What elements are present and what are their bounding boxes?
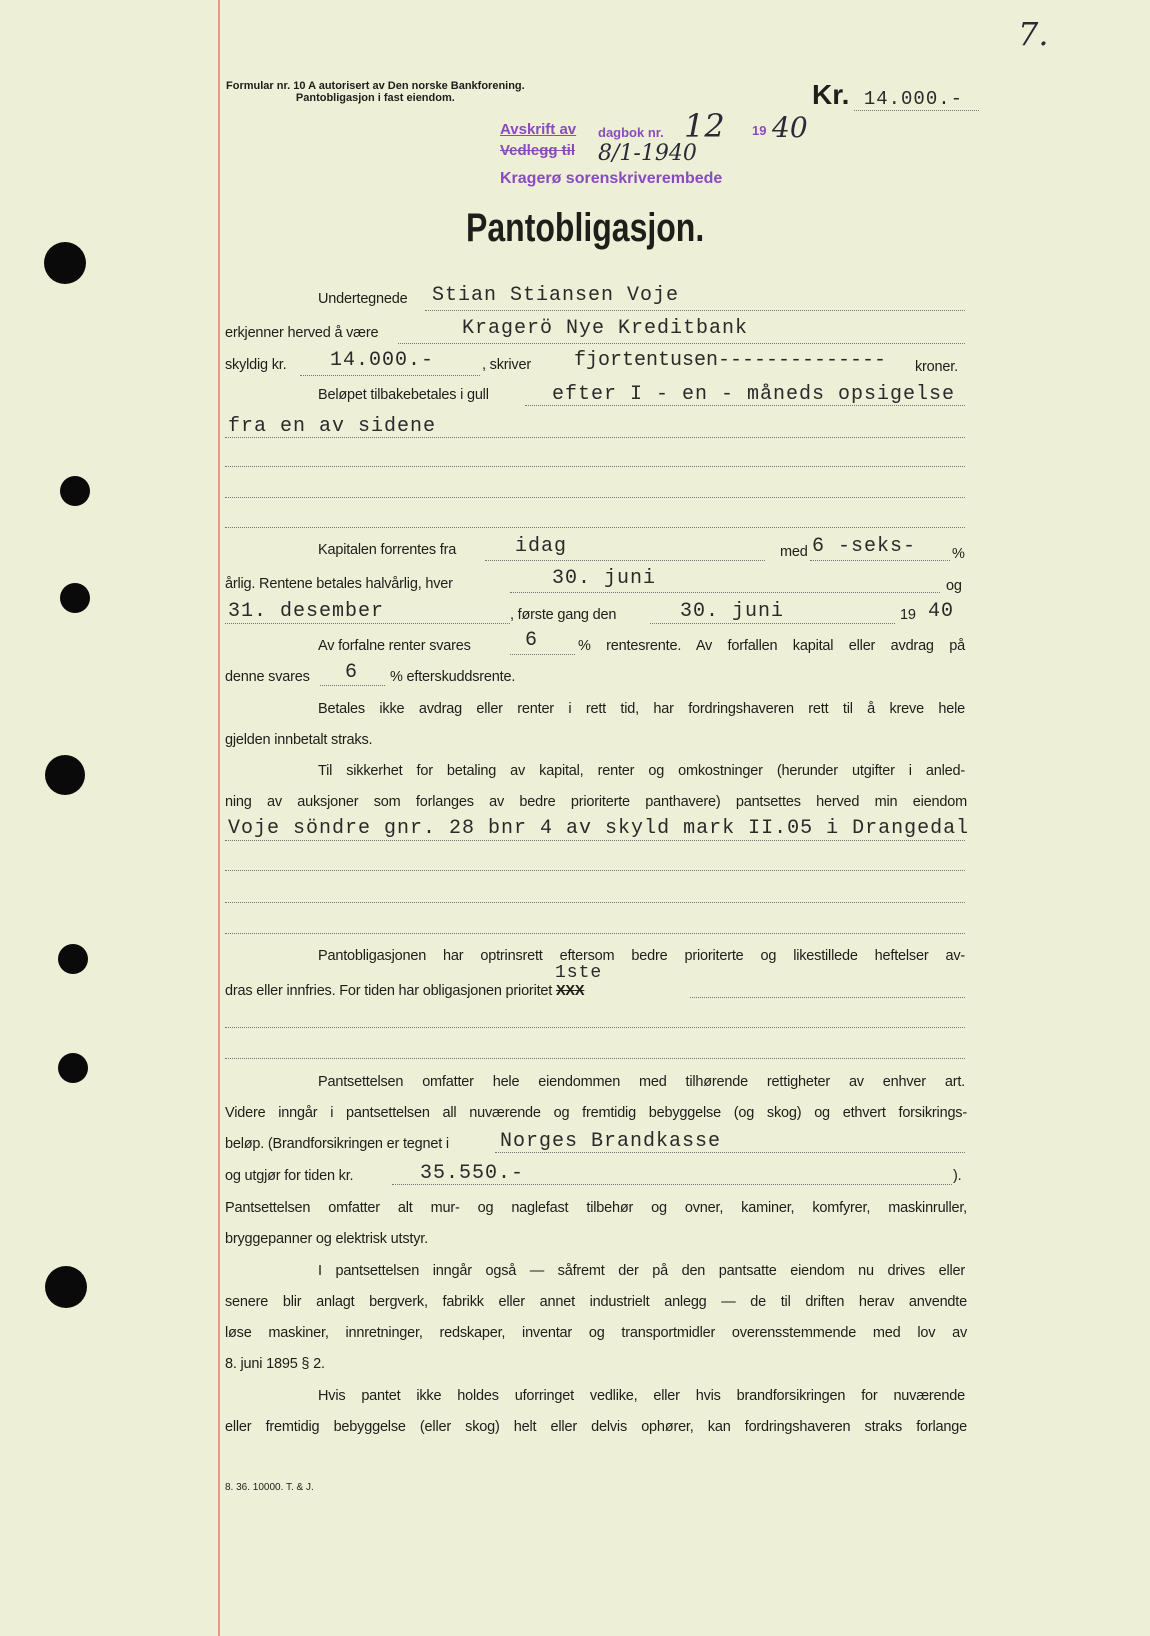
industri-line-4: 8. juni 1895 § 2. (225, 1356, 325, 1372)
renter-rest: % rentesrente. Av forfallen kapital eller avdrag på (578, 638, 965, 654)
repayment-terms-1[interactable]: efter I - en - måneds opsigelse (552, 383, 956, 406)
denne-rest: % efterskuddsrente. (390, 669, 516, 685)
tilbehor-line-2: bryggepanner og elektrisk utstyr. (225, 1231, 428, 1247)
insured-amount[interactable]: 35.550.- (420, 1162, 525, 1185)
dotted-line (225, 1027, 965, 1028)
margin-line (218, 0, 220, 1636)
interest-rate[interactable]: 6 -seks- (812, 535, 917, 558)
kr-label: Kr. (812, 79, 850, 110)
creditor-name[interactable]: Kragerö Nye Kreditbank (462, 317, 749, 340)
dotted-line (300, 375, 480, 376)
dotted-line (225, 497, 965, 498)
renter-label: Av forfalne renter svares (318, 638, 471, 654)
dotted-line (510, 654, 575, 655)
punch-hole (45, 755, 85, 795)
skyldig-label: skyldig kr. (225, 357, 287, 373)
priority-typed[interactable]: 1ste (555, 963, 603, 983)
form-header (226, 80, 525, 104)
dotted-line (485, 560, 765, 561)
footer-print-code: 8. 36. 10000. T. & J. (225, 1482, 314, 1493)
vedlike-line-2: eller fremtidig bebyggelse (eller skog) helt eller delvis ophører, kan fordringshaveren straks forlange (225, 1419, 967, 1435)
dotted-line (810, 560, 950, 561)
punch-hole (58, 1053, 88, 1083)
forrentes-label: Kapitalen forrentes fra (318, 542, 457, 558)
industri-line-3: løse maskiner, innretninger, redskaper, inventar og transportmidler overensstemmende med lov av (225, 1325, 967, 1341)
optrinsrett-line-1: Pantobligasjonen har optrinsrett eftersom bedre prioriterte og likestillede heftelser av- (318, 948, 965, 964)
late-interest-rate[interactable]: 6 (345, 661, 359, 684)
omfatter-line-2: Videre inngår i pantsettelsen all nuværende og fremtidig bebyggelse (og skog) og ethvert forsikrings- (225, 1105, 967, 1121)
betales-line-1: Betales ikke avdrag eller renter i rett tid, har fordringshaveren rett til å kreve hele (318, 701, 965, 717)
closing-paren: ). (953, 1168, 962, 1184)
sikkerhet-line-1: Til sikkerhet for betaling av kapital, renter og omkostninger (herunder utgifter i anled- (318, 763, 965, 779)
kroner-label: kroner. (915, 359, 958, 375)
dagbok-number: 12 (684, 107, 725, 145)
dotted-line (225, 1058, 965, 1059)
dotted-line (225, 870, 965, 871)
overdue-interest-rate[interactable]: 6 (525, 629, 539, 652)
year-prefix: 19 (900, 607, 916, 623)
stamp-dagbok: dagbok nr. (598, 125, 664, 140)
stamp-date: 8/1-1940 (598, 141, 697, 166)
debt-amount[interactable]: 14.000.- (330, 349, 435, 372)
interest-from[interactable]: idag (515, 535, 568, 558)
percent-sign: % (952, 546, 965, 562)
undertegnede-label: Undertegnede (318, 291, 408, 307)
repayment-terms-2[interactable]: fra en av sidene (228, 415, 437, 438)
optrinsrett-line-2: dras eller innfries. For tiden har obligasjonen prioritet (225, 983, 553, 999)
punch-hole (44, 242, 86, 284)
industri-line-1: I pantsettelsen inngår også — såfremt der på den pantsatte eiendom nu drives eller (318, 1263, 965, 1279)
tilbehor-line-1: Pantsettelsen omfatter alt mur- og naglefast tilbehør og ovner, kaminer, komfyrer, maskinruller, (225, 1200, 967, 1216)
dotted-line (225, 527, 965, 528)
dotted-line (320, 685, 385, 686)
stamp-year-prefix: 19 (752, 123, 767, 138)
stamp-avskrift: Avskrift av (500, 121, 577, 138)
skriver-label: , skriver (482, 357, 531, 373)
interest-date-2[interactable]: 31. desember (228, 600, 385, 623)
vedlike-line-1: Hvis pantet ikke holdes uforringet vedlike, eller hvis brandforsikringen for nuværende (318, 1388, 965, 1404)
form-header-line2: Pantobligasjon i fast eiendom. (295, 92, 455, 104)
dotted-line (510, 592, 940, 593)
amount-header-value: 14.000.- (854, 89, 979, 111)
sikkerhet-line-2: ning av auksjoner som forlanges av bedre prioriterte panthavere) pantsettes herved min eiendom (225, 794, 967, 810)
dotted-line (425, 310, 965, 311)
punch-hole (45, 1266, 87, 1308)
amount-header (812, 80, 979, 111)
dotted-line (398, 343, 965, 344)
first-payment-date[interactable]: 30. juni (680, 600, 785, 623)
denne-label: denne svares (225, 669, 310, 685)
gull-label: Beløpet tilbakebetales i gull (318, 387, 489, 403)
dotted-line (690, 997, 965, 998)
dotted-line (225, 466, 965, 467)
form-header-line1: Formular nr. 10 A autorisert av Den norske Bankforening. (226, 80, 525, 92)
amount-in-words[interactable]: fjortentusen-------------- (574, 349, 887, 372)
punch-hole (60, 583, 90, 613)
stamp-vedlegg: Vedlegg til (500, 142, 576, 159)
insurer[interactable]: Norges Brandkasse (500, 1130, 722, 1153)
omfatter-line-1: Pantsettelsen omfatter hele eiendommen med tilhørende rettigheter av enhver art. (318, 1074, 965, 1090)
punch-hole (60, 476, 90, 506)
industri-line-2: senere blir anlagt bergverk, fabrikk eller annet industrielt anlegg — de til driften herav anvendte (225, 1294, 967, 1310)
og-label: og (946, 578, 962, 594)
omfatter-line-3: beløp. (Brandforsikringen er tegnet i (225, 1136, 449, 1152)
forste-gang-label: , første gang den (510, 607, 617, 623)
hver-label: årlig. Rentene betales halvårlig, hver (225, 576, 453, 592)
dotted-line (225, 623, 510, 624)
stamp-office: Kragerø sorenskriverembede (500, 170, 723, 187)
page-number: 7. (1018, 15, 1049, 53)
med-label: med (780, 544, 808, 560)
betales-line-2: gjelden innbetalt straks. (225, 732, 373, 748)
dotted-line (650, 623, 895, 624)
optrinsrett-line-2-row (225, 983, 584, 999)
interest-date-1[interactable]: 30. juni (552, 567, 657, 590)
dotted-line (225, 902, 965, 903)
property-description[interactable]: Voje söndre gnr. 28 bnr 4 av skyld mark II.05 i Drangedal (228, 817, 970, 840)
first-payment-year[interactable]: 40 (928, 600, 955, 623)
dotted-line (225, 933, 965, 934)
priority-struck: XXX (555, 983, 585, 999)
punch-hole (58, 944, 88, 974)
omfatter-line-4: og utgjør for tiden kr. (225, 1168, 354, 1184)
dotted-line (225, 840, 965, 841)
stamp-year-suffix: 40 (772, 111, 808, 144)
page-title: Pantobligasjon. (466, 206, 705, 250)
erkjenner-label: erkjenner herved å være (225, 325, 379, 341)
debtor-name[interactable]: Stian Stiansen Voje (432, 284, 680, 307)
